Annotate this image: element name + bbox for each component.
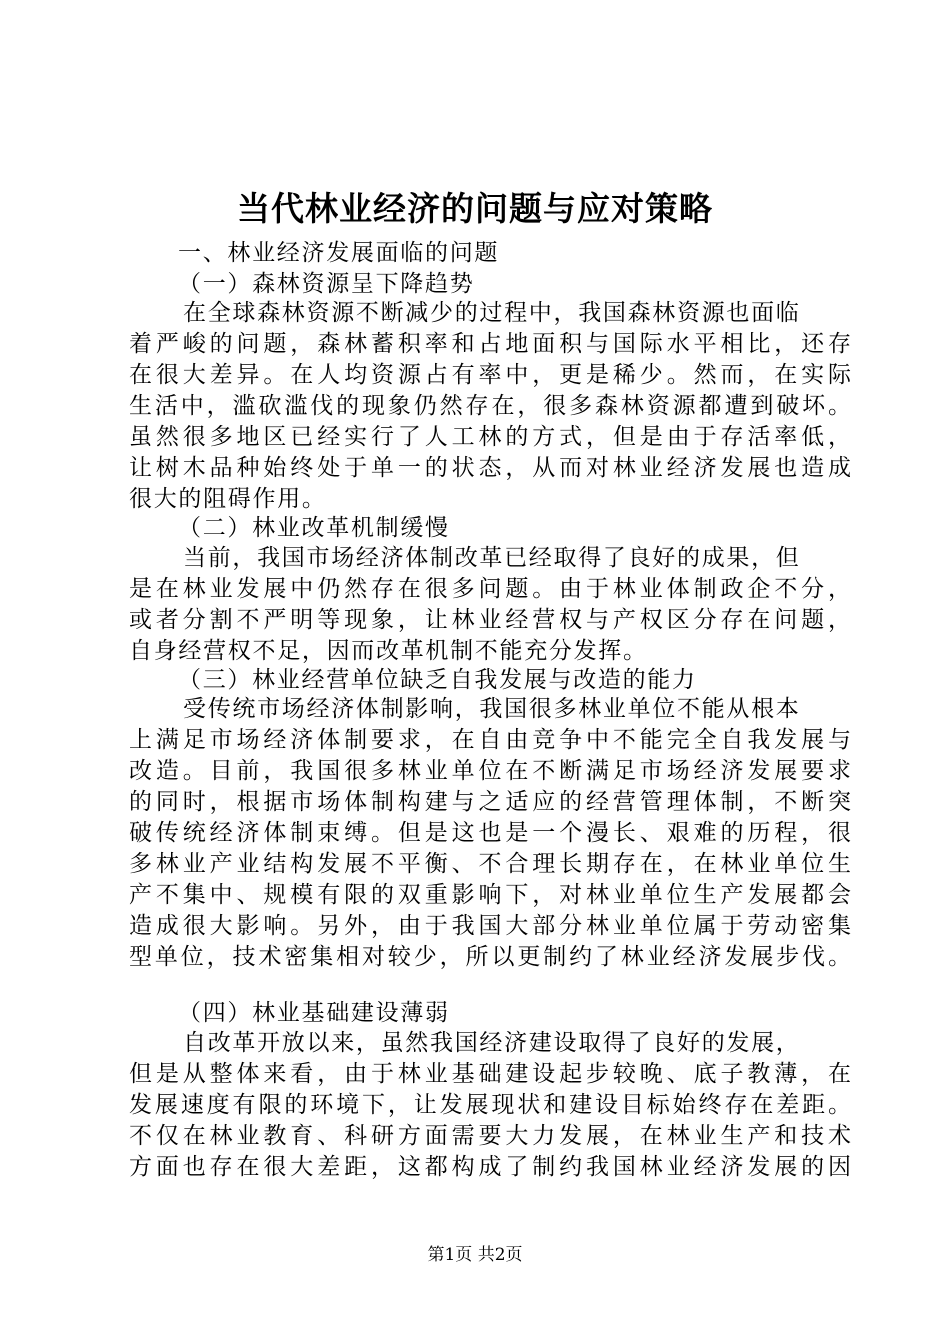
subsection-heading-3: （三）林业经营单位缺乏自我发展与改造的能力 <box>178 667 697 693</box>
paragraph-line: 自改革开放以来，虽然我国经济建设取得了良好的发展， <box>183 1030 801 1056</box>
paragraph-line: 多林业产业结构发展不平衡、不合理长期存在，在林业单位生 <box>129 851 851 877</box>
paragraph-line: 当前，我国市场经济体制改革已经取得了良好的成果，但 <box>183 545 801 571</box>
paragraph-line: 或者分割不严明等现象，让林业经营权与产权区分存在问题， <box>129 607 851 633</box>
paragraph-line: 上满足市场经济体制要求，在自由竞争中不能完全自我发展与 <box>129 727 851 753</box>
subsection-heading-4: （四）林业基础建设薄弱 <box>178 1000 450 1026</box>
paragraph-line: 的同时，根据市场体制构建与之适应的经营管理体制，不断突 <box>129 789 851 815</box>
paragraph-line: 虽然很多地区已经实行了人工林的方式，但是由于存活率低， <box>129 424 851 450</box>
paragraph-line: 破传统经济体制束缚。但是这也是一个漫长、艰难的历程，很 <box>129 820 851 846</box>
subsection-heading-2: （二）林业改革机制缓慢 <box>178 515 450 541</box>
paragraph-line: 让树木品种始终处于单一的状态，从而对林业经济发展也造成 <box>129 455 851 481</box>
paragraph-line: 改造。目前，我国很多林业单位在不断满足市场经济发展要求 <box>129 758 851 784</box>
paragraph-line: 着严峻的问题，森林蓄积率和占地面积与国际水平相比，还存 <box>129 331 851 357</box>
paragraph-line: 在全球森林资源不断减少的过程中，我国森林资源也面临 <box>183 300 801 326</box>
paragraph-line: 生活中，滥砍滥伐的现象仍然存在，很多森林资源都遭到破坏。 <box>129 393 851 419</box>
paragraph-line: 自身经营权不足，因而改革机制不能充分发挥。 <box>129 638 648 664</box>
page-number-footer: 第1页 共2页 <box>427 1245 523 1265</box>
subsection-heading-1: （一）森林资源呈下降趋势 <box>178 271 475 297</box>
paragraph-line: 受传统市场经济体制影响，我国很多林业单位不能从根本 <box>183 696 801 722</box>
paragraph-line: 不仅在林业教育、科研方面需要大力发展，在林业生产和技术 <box>129 1123 851 1149</box>
paragraph-line: 产不集中、规模有限的双重影响下，对林业单位生产发展都会 <box>129 882 851 908</box>
paragraph-line: 在很大差异。在人均资源占有率中，更是稀少。然而，在实际 <box>129 362 851 388</box>
document-title: 当代林业经济的问题与应对策略 <box>237 189 713 228</box>
paragraph-line: 很大的阻碍作用。 <box>129 486 327 512</box>
paragraph-line: 造成很大影响。另外，由于我国大部分林业单位属于劳动密集 <box>129 913 851 939</box>
section-heading-1: 一、林业经济发展面临的问题 <box>178 240 500 266</box>
paragraph-line: 是在林业发展中仍然存在很多问题。由于林业体制政企不分， <box>129 576 851 602</box>
paragraph-line: 方面也存在很大差距，这都构成了制约我国林业经济发展的因 <box>129 1154 851 1180</box>
paragraph-line: 但是从整体来看，由于林业基础建设起步较晚、底子教薄，在 <box>129 1061 851 1087</box>
paragraph-line: 发展速度有限的环境下，让发展现状和建设目标始终存在差距。 <box>129 1092 851 1118</box>
paragraph-line: 型单位，技术密集相对较少，所以更制约了林业经济发展步伐。 <box>129 944 851 970</box>
